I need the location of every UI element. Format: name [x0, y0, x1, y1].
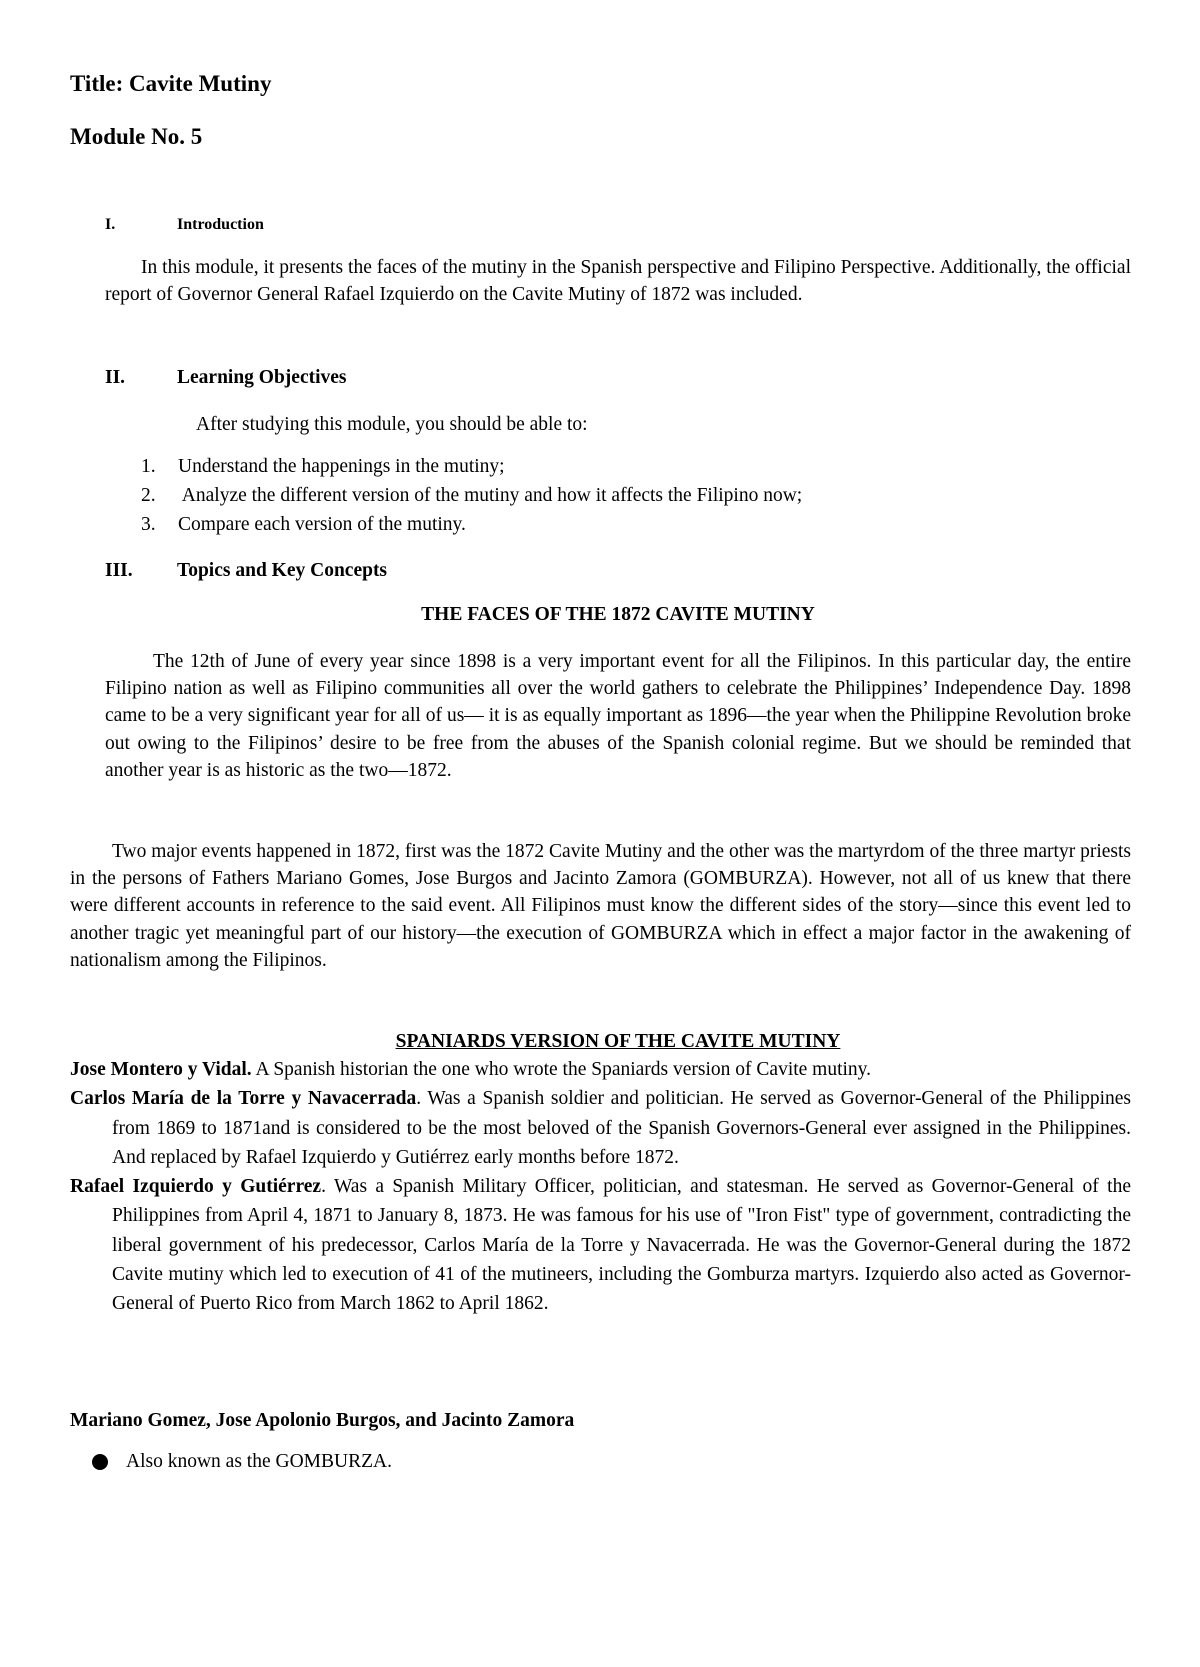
introduction-text: In this module, it presents the faces of the mutiny in the Spanish perspective and Filipino Perspective. Additionally, the official report of Governor General Rafael Izquierdo on the Cavite Mutiny of 1872 was included.	[105, 257, 1131, 306]
introduction-paragraph	[105, 254, 1131, 308]
entry-text: A Spanish historian the one who wrote the Spaniards version of Cavite mutiny.	[251, 1059, 872, 1080]
topics-subheading: THE FACES OF THE 1872 CAVITE MUTINY	[421, 604, 815, 625]
document-title: Title: Cavite Mutiny	[70, 71, 272, 96]
entry-montero	[70, 1055, 1131, 1084]
module-number: Module No. 5	[70, 124, 203, 149]
section-title: Introduction	[177, 216, 264, 233]
entry-name: Carlos María de la Torre y Navacerrada	[70, 1088, 417, 1110]
section-title: Topics and Key Concepts	[177, 560, 388, 581]
paragraph-text: Two major events happened in 1872, first was the 1872 Cavite Mutiny and the other was the martyrdom of the three martyr priests in the persons of Fathers Mariano Gomes, Jose Burgos and Jacinto Zamora (GOMBURZA). However, not all of us knew that there were different accounts in reference to the said event. All Filipinos must know the different sides of the story—since this event led to another tragic yet meaningful part of our history—the execution of GOMBURZA which in effect a major factor in the awakening of nationalism among the Filipinos.	[70, 841, 1131, 971]
list-item-text: Analyze the different version of the mutiny and how it affects the Filipino now;	[178, 485, 803, 506]
list-item-text: Understand the happenings in the mutiny;	[178, 456, 505, 477]
section-number: II.	[105, 367, 126, 388]
section-heading-topics	[105, 558, 387, 584]
entry-de-la-torre	[70, 1084, 1131, 1172]
topics-paragraph-2	[70, 838, 1131, 974]
objectives-lead: After studying this module, you should be able to:	[196, 414, 588, 435]
paragraph-text: The 12th of June of every year since 1898 is a very important event for all the Filipinos. In this particular day, the entire Filipino nation as well as Filipino communities all over the world gathers to celebrate the Philippines’ Independence Day. 1898 came to be a very significant year for all of us— it is as equally important as 1896—the year when the Philippine Revolution broke out owing to the Filipinos’ desire to be free from the abuses of the Spanish colonial regime. But we should be reminded that another year is as historic as the two—1872.	[105, 651, 1131, 781]
entry-name: Rafael Izquierdo y Gutiérrez	[70, 1176, 322, 1198]
gomburza-heading: Mariano Gomez, Jose Apolonio Burgos, and Jacinto Zamora	[70, 1410, 575, 1431]
list-item-number: 1.	[141, 456, 156, 477]
section-number: I.	[105, 216, 116, 233]
list-item-text: Compare each version of the mutiny.	[178, 514, 466, 535]
topics-paragraph-1	[105, 648, 1131, 784]
section-heading-introduction	[105, 214, 264, 236]
bullet-icon	[92, 1454, 108, 1470]
list-item	[141, 452, 1141, 481]
spaniards-entries	[70, 1055, 1131, 1319]
list-item	[141, 481, 1141, 510]
section-number: III.	[105, 560, 133, 581]
list-item	[141, 510, 1141, 539]
entry-text: . Was a Spanish Military Officer, politician, and statesman. He served as Governor-General of the Philippines from April 4, 1871 to January 8, 1873. He was famous for his use of "Iron Fist" type of government, contradicting the liberal government of his predecessor, Carlos María de la Torre y Navacerrada. He was the Governor-General during the 1872 Cavite mutiny which led to execution of 41 of the mutineers, including the Gomburza martyrs. Izquierdo also acted as Governor-General of Puerto Rico from March 1862 to April 1862.	[112, 1176, 1131, 1315]
bullet-text: Also known as the GOMBURZA.	[126, 1451, 392, 1472]
bullet-item	[92, 1449, 392, 1475]
list-item-number: 2.	[141, 485, 156, 506]
entry-izquierdo	[70, 1172, 1131, 1318]
objectives-list	[141, 452, 1141, 539]
section-heading-objectives	[105, 365, 347, 391]
list-item-number: 3.	[141, 514, 156, 535]
section-title: Learning Objectives	[177, 367, 347, 388]
entry-name: Jose Montero y Vidal.	[70, 1059, 252, 1080]
entry-text: . Was a Spanish soldier and politician. He served as Governor-General of the Philippines from 1869 to 1871and is considered to be the most beloved of the Spanish Governors-General ever assigned in the Philippines. And replaced by Rafael Izquierdo y Gutiérrez early months before 1872.	[112, 1088, 1131, 1168]
spaniards-version-heading: SPANIARDS VERSION OF THE CAVITE MUTINY	[395, 1031, 841, 1052]
